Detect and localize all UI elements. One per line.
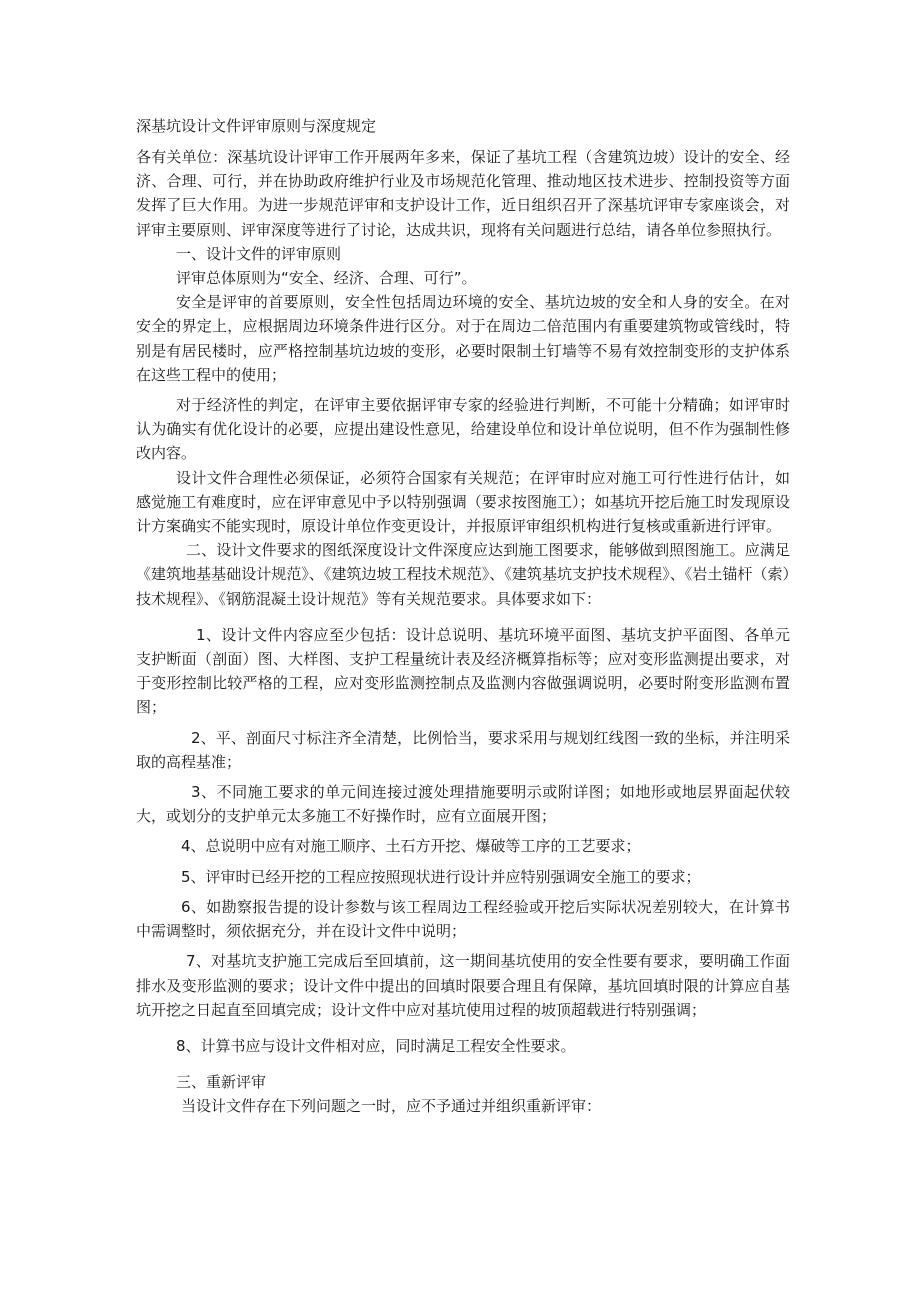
list-item-5: 5、评审时已经开挖的工程应按照现状进行设计并应特别强调安全施工的要求； xyxy=(181,867,701,886)
list-item-1: 1、设计文件内容应至少包括：设计总说明、基坑环境平面图、基坑支护平面图、各单元支护断面（剖面）图、大样图、支护工程量统计表及经济概算指标等；应对变形监测提出要求，对于变形控制比较严格的工程，应对变形监测控制点及监测内容做强调说明，必要时附变形监测布置图； xyxy=(136,625,790,717)
paragraph-safety: 安全是评审的首要原则，安全性包括周边环境的安全、基坑边坡的安全和人身的安全。在对安全的界定上，应根据周边环境条件进行区分。对于在周边二倍范围内有重要建筑物或管线时，特别是有居民楼时，应严格控制基坑边坡的变形，必要时限制土钉墙等不易有效控制变形的支护体系在这些工程中的使用； xyxy=(136,293,790,384)
paragraph-reevaluation: 当设计文件存在下列问题之一时，应不予通过并组织重新评审： xyxy=(181,1097,602,1116)
list-item-6: 6、如勘察报告提的设计参数与该工程周边工程经验或开挖后实际状况差别较大，在计算书中需调整时，须依据充分，并在设计文件中说明； xyxy=(136,897,790,941)
list-item-2: 2、平、剖面尺寸标注齐全清楚，比例恰当，要求采用与规划红线图一致的坐标，并注明采取的高程基准； xyxy=(136,728,790,771)
list-item-4: 4、总说明中应有对施工顺序、土石方开挖、爆破等工序的工艺要求； xyxy=(181,837,641,856)
section-heading-3: 三、重新评审 xyxy=(176,1073,267,1092)
section-heading-2: 二、设计文件要求的图纸深度设计文件深度应达到施工图要求，能够做到照图施工。应满足《建筑地基基础设计规范》、《建筑边坡工程技术规范》、《建筑基坑支护技术规程》、《岩土锚杆（索）技术规程》、《钢筋混凝土设计规范》等有关规范要求。具体要求如下： xyxy=(136,541,790,608)
section-heading-1: 一、设计文件的评审原则 xyxy=(176,244,342,263)
paragraph-intro: 各有关单位：深基坑设计评审工作开展两年多来，保证了基坑工程（含建筑边坡）设计的安全、经济、合理、可行，并在协助政府维护行业及市场规范化管理、推动地区技术进步、控制投资等方面发挥了巨大作用。为进一步规范评审和支护设计工作，近日组织召开了深基坑评审专家座谈会，对评审主要原则、评审深度等进行了讨论，达成共识，现将有关问题进行总结，请各单位参照执行。 xyxy=(136,148,790,239)
paragraph-principle: 评审总体原则为“安全、经济、合理、可行”。 xyxy=(176,269,477,288)
paragraph-economy: 对于经济性的判定，在评审主要依据评审专家的经验进行判断，不可能十分精确；如评审时认为确实有优化设计的必要，应提出建设性意见，给建设单位和设计单位说明，但不作为强制性修改内容。 xyxy=(136,396,790,463)
paragraph-rationality: 设计文件合理性必须保证，必须符合国家有关规范；在评审时应对施工可行性进行估计，如感觉施工有难度时，应在评审意见中予以特别强调（要求按图施工）；如基坑开挖后施工时发现原设计方案确实不能实现时，原设计单位作变更设计，并报原评审组织机构进行复核或重新进行评审。 xyxy=(136,468,790,536)
document-title: 深基坑设计文件评审原则与深度规定 xyxy=(136,117,377,135)
list-item-8: 8、计算书应与设计文件相对应，同时满足工程安全性要求。 xyxy=(176,1036,576,1055)
list-item-3: 3、不同施工要求的单元间连接过渡处理措施要明示或附详图；如地形或地层界面起伏较大，或划分的支护单元太多施工不好操作时，应有立面展开图； xyxy=(136,783,790,826)
list-item-7: 7、对基坑支护施工完成后至回填前，这一期间基坑使用的安全性要有要求，要明确工作面排水及变形监测的要求；设计文件中提出的回填时限要合理且有保障，基坑回填时限的计算应自基坑开挖之日起直至回填完成；设计文件中应对基坑使用过程的坡顶超载进行特别强调； xyxy=(136,952,790,1019)
document-body xyxy=(136,145,790,1119)
